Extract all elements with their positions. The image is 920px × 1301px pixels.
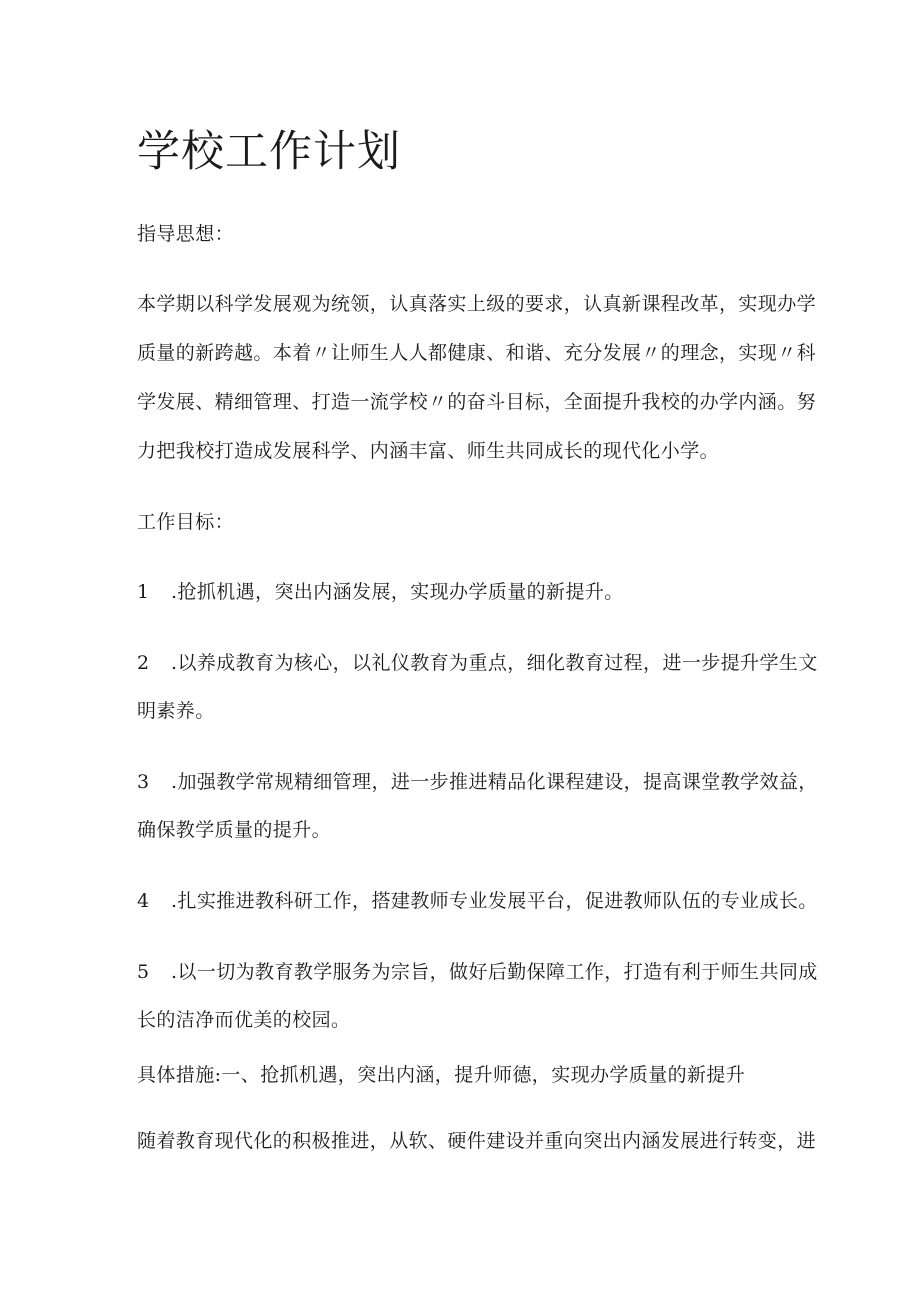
goal-item-3 bbox=[137, 768, 818, 796]
goal-item-2 bbox=[137, 649, 818, 677]
goal-item-5 bbox=[137, 958, 818, 986]
document-title: 学校工作计划 bbox=[137, 127, 401, 177]
goal-item-5-cont: 长的洁净而优美的校园。 bbox=[137, 1009, 351, 1031]
goal-number: 4 bbox=[137, 890, 150, 912]
goal-text: .抢抓机遇，突出内涵发展，实现办学质量的新提升。 bbox=[171, 581, 624, 603]
guiding-label: 指导思想： bbox=[137, 223, 235, 245]
goal-text: .以养成教育为核心，以礼仪教育为重点，细化教育过程，进一步提升学生文 bbox=[171, 652, 818, 674]
goals-label: 工作目标： bbox=[137, 511, 235, 533]
goal-item-1 bbox=[137, 578, 624, 606]
goal-number: 1 bbox=[137, 581, 150, 603]
goal-item-2-cont: 明素养。 bbox=[137, 700, 215, 722]
goal-text: .以一切为教育教学服务为宗旨，做好后勤保障工作，打造有利于师生共同成 bbox=[171, 961, 818, 983]
guiding-line-3: 学发展、精细管理、打造一流学校〃的奋斗目标，全面提升我校的办学内涵。努 bbox=[137, 391, 817, 413]
goal-item-4 bbox=[137, 887, 818, 915]
goal-number: 5 bbox=[137, 961, 150, 983]
guiding-line-4: 力把我校打造成发展科学、内涵丰富、师生共同成长的现代化小学。 bbox=[137, 440, 720, 462]
guiding-line-2: 质量的新跨越。本着〃让师生人人都健康、和谐、充分发展〃的理念，实现〃科 bbox=[137, 342, 817, 364]
goal-item-3-cont: 确保教学质量的提升。 bbox=[137, 819, 332, 841]
goal-number: 3 bbox=[137, 771, 150, 793]
measures-heading: 具体措施:一、抢抓机遇，突出内涵，提升师德，实现办学质量的新提升 bbox=[137, 1064, 746, 1086]
goal-text: .加强教学常规精细管理，进一步推进精品化课程建设，提高课堂教学效益， bbox=[171, 771, 818, 793]
guiding-line-1: 本学期以科学发展观为统领，认真落实上级的要求，认真新课程改革，实现办学 bbox=[137, 293, 817, 315]
goal-number: 2 bbox=[137, 652, 150, 674]
goal-text: .扎实推进教科研工作，搭建教师专业发展平台，促进教师队伍的专业成长。 bbox=[171, 890, 818, 912]
measures-paragraph: 随着教育现代化的积极推进，从软、硬件建设并重向突出内涵发展进行转变，进 bbox=[137, 1130, 817, 1152]
